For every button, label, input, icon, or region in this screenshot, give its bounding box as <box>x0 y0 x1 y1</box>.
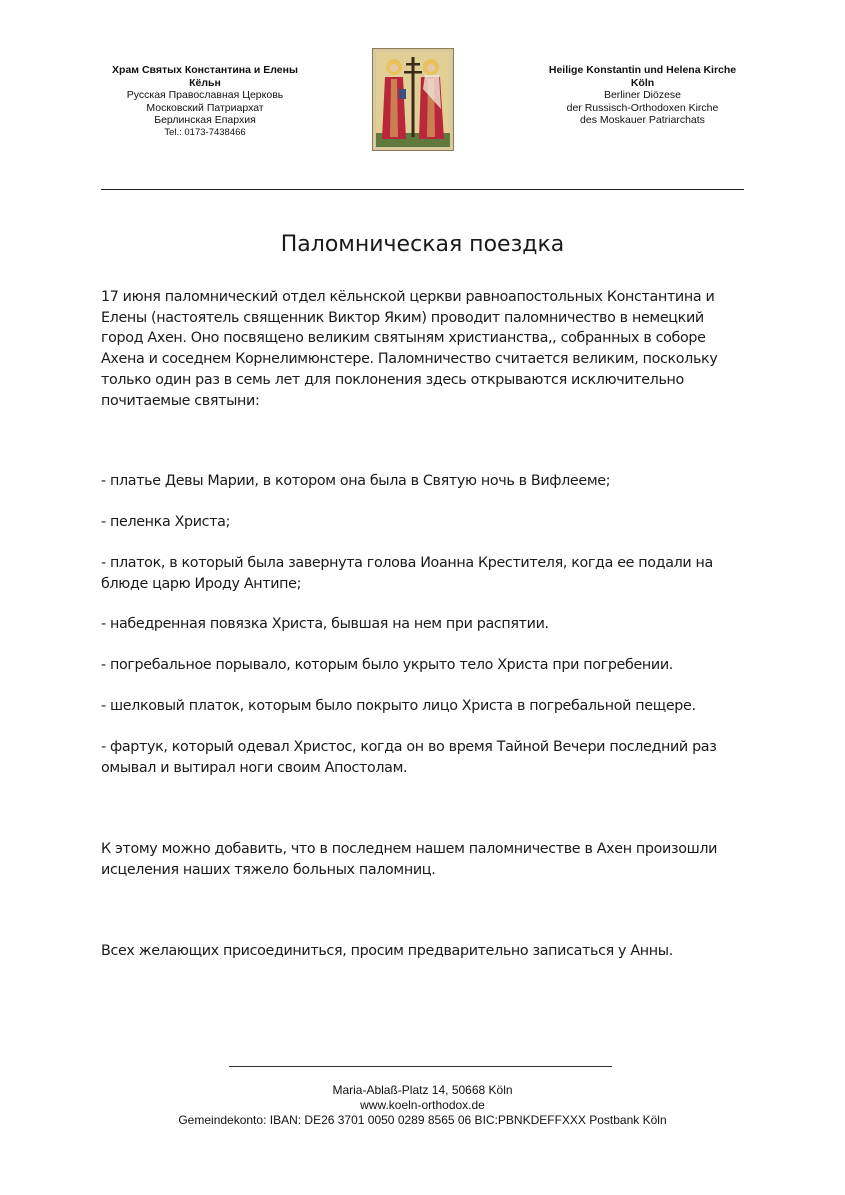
list-item: - фартук, который одевал Христос, когда он во время Тайной Вечери последний раз омывал и вытирал ноги своим Апостолам. <box>101 739 717 776</box>
intro-paragraph: 17 июня паломнический отдел кёльнской церкви равноапостольных Константина и Елены (настоятель священник Виктор Яким) проводит паломничество в немецкий город Ахен. Оно посвящено великим святыням христианства,, собранных в соборе Ахена и соседнем Корнелимюнстере. Паломничество считается великим, поскольку только один раз в семь лет для поклонения здесь открываются исключительно почитаемые святыни: <box>101 289 718 409</box>
list-item: - набедренная повязка Христа, бывшая на нем при распятии. <box>101 616 549 632</box>
footer <box>0 1083 845 1128</box>
list-item: - пеленка Христа; <box>101 514 231 530</box>
footer-address: Maria-Ablaß-Platz 14, 50668 Köln <box>332 1083 513 1097</box>
patriarchate-de: des Moskauer Patriarchats <box>580 114 705 126</box>
header-left-block <box>85 64 325 139</box>
footer-divider <box>229 1066 612 1067</box>
list-item: - платок, в который была завернута голова Иоанна Крестителя, когда ее подали на блюде царю Ироду Антипе; <box>101 555 713 592</box>
footer-bank-details: Gemeindekonto: IBAN: DE26 3701 0050 0289 8565 06 BIC:PBNKDEFFXXX Postbank Köln <box>178 1113 667 1127</box>
city-de: Köln <box>630 76 655 89</box>
list-item: - платье Девы Марии, в котором она была в Святую ночь в Вифлееме; <box>101 473 611 489</box>
footer-website[interactable]: www.koeln-orthodox.de <box>360 1098 485 1112</box>
header-divider <box>101 189 744 190</box>
patriarchate-ru: Московский Патриархат <box>146 101 264 114</box>
addition-paragraph: К этому можно добавить, что в последнем нашем паломничестве в Ахен произошли исцеления наших тяжело больных паломниц. <box>101 841 718 878</box>
diocese-de: Berliner Diözese <box>603 89 682 101</box>
icon-saints-constantine-helena <box>372 48 454 151</box>
phone-number: Tel.: 0173-7438466 <box>164 126 246 138</box>
city-ru: Кёльн <box>189 76 221 89</box>
diocese-ru: Берлинская Епархия <box>154 114 256 126</box>
list-item: - погребальное порывало, которым было укрыто тело Христа при погребении. <box>101 657 673 673</box>
church-name-ru: Храм Святых Константина и Елены <box>112 64 298 76</box>
document-title: Паломническая поездка <box>280 232 565 257</box>
header-right-block <box>520 64 765 127</box>
church-affiliation-de: der Russisch-Orthodoxen Kirche <box>566 101 719 114</box>
list-item: - шелковый платок, которым было покрыто лицо Христа в погребальной пещере. <box>101 698 696 714</box>
closing-paragraph: Всех желающих присоединиться, просим предварительно записаться у Анны. <box>101 943 673 959</box>
church-name-de: Heilige Konstantin und Helena Kirche <box>548 64 737 76</box>
icon-image <box>373 49 453 150</box>
church-affiliation-ru: Русская Православная Церковь <box>126 89 284 101</box>
